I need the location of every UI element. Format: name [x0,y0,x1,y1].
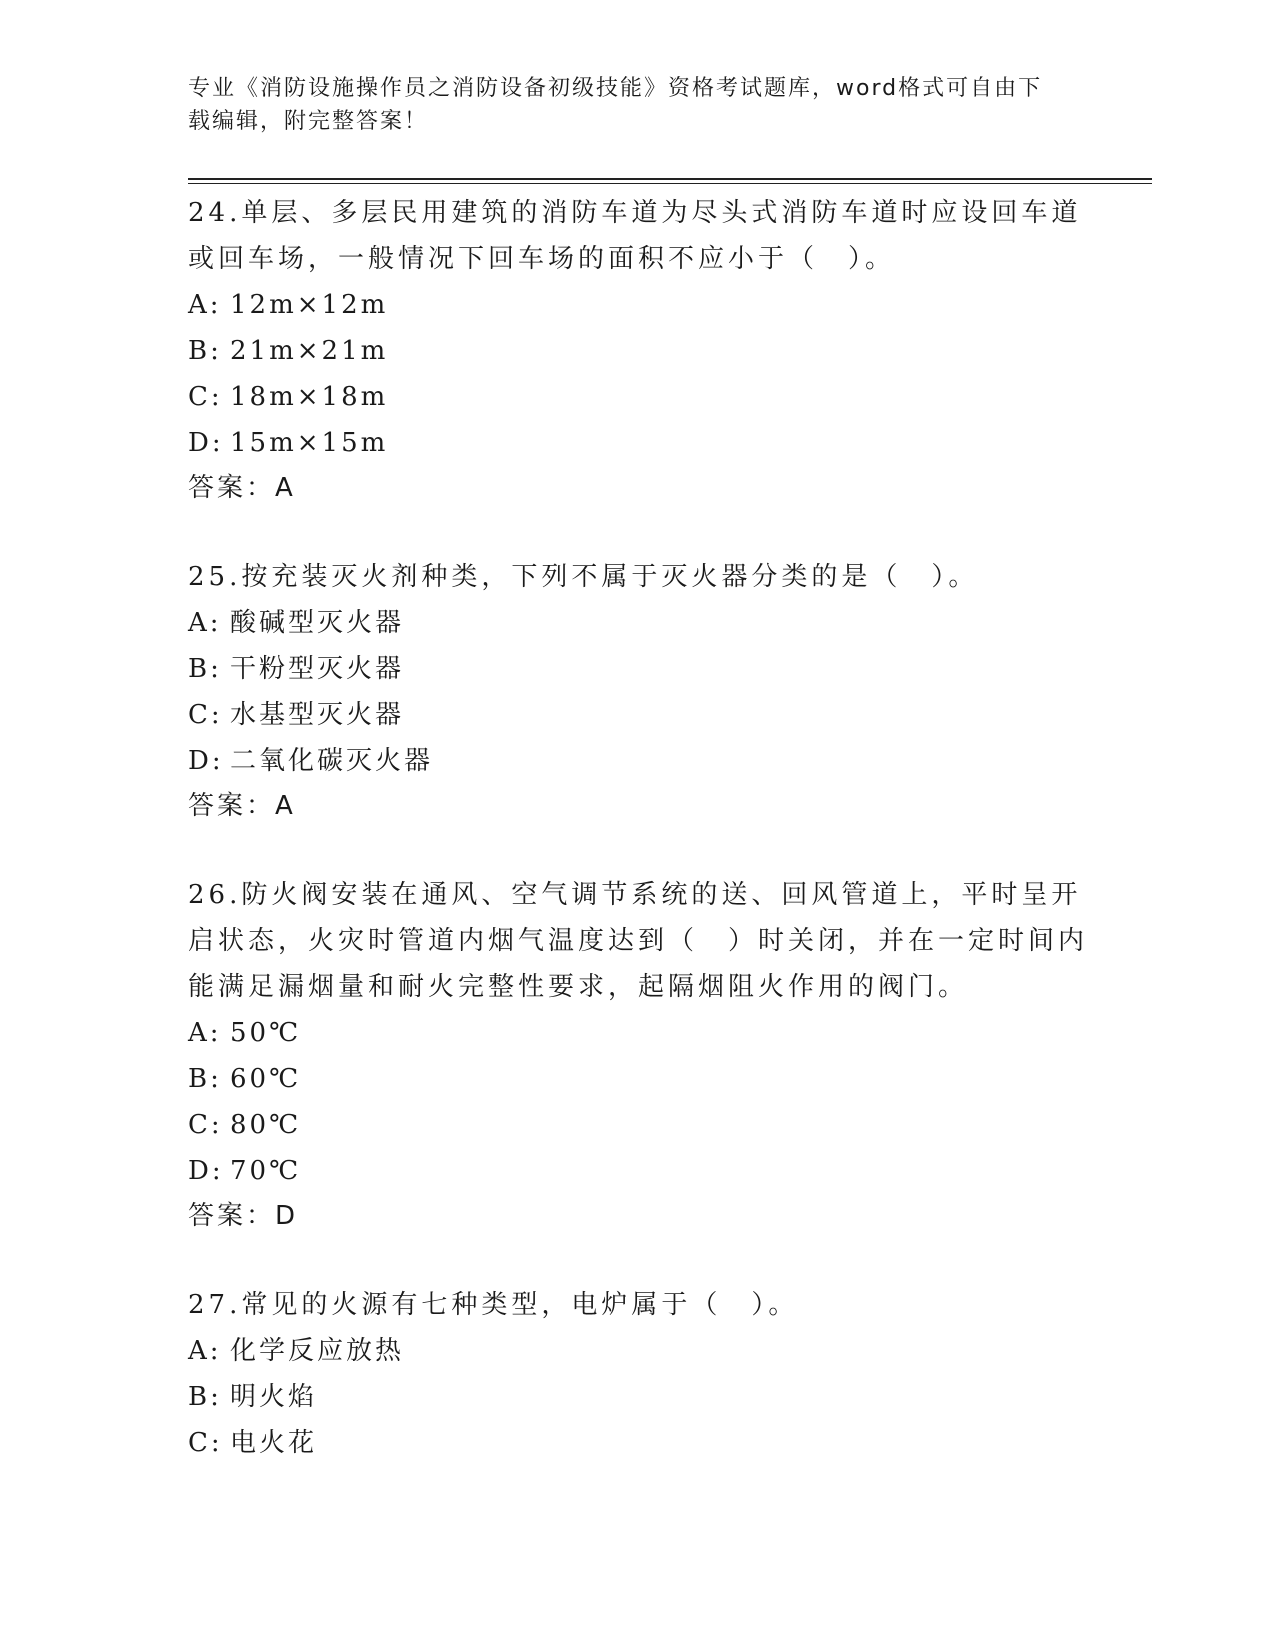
option-d [188,738,1088,784]
option-c [188,1102,1088,1148]
question-text: 25.按充装灭火剂种类，下列不属于灭火器分类的是（ ）。 [188,562,979,592]
option-text: 酸碱型灭火器 [230,608,405,638]
option-letter: A: [188,608,222,638]
option-letter: A: [188,1336,222,1366]
option-letter: A: [188,1018,222,1048]
option-text: 明火焰 [230,1382,318,1412]
option-text: 干粉型灭火器 [230,654,405,684]
header-line-1: 专业《消防设施操作员之消防设备初级技能》资格考试题库，word格式可自由下 [188,76,1043,101]
question-25 [188,554,1088,828]
option-letter: B: [188,1382,222,1412]
option-letter: C: [188,700,223,730]
question-text: 27.常见的火源有七种类型，电炉属于（ ）。 [188,1290,799,1320]
option-text: 18m×18m [230,382,389,412]
option-b [188,328,1088,374]
option-a [188,1010,1088,1056]
option-letter: D: [188,1156,224,1186]
option-text: 15m×15m [230,428,389,458]
option-a [188,1328,1088,1374]
option-letter: D: [188,428,224,458]
question-26 [188,872,1088,1238]
question-27 [188,1282,1088,1466]
option-text: 80℃ [230,1110,302,1140]
option-a [188,600,1088,646]
document-header [188,72,1068,138]
option-b [188,1056,1088,1102]
option-letter: C: [188,1428,223,1458]
option-text: 50℃ [230,1018,302,1048]
option-c [188,1420,1088,1466]
option-letter: C: [188,382,223,412]
option-text: 70℃ [230,1156,302,1186]
option-letter: D: [188,746,224,776]
option-a [188,282,1088,328]
answer: 答案：A [188,473,296,503]
option-c [188,692,1088,738]
option-letter: B: [188,1064,222,1094]
option-text: 电火花 [230,1428,318,1458]
option-letter: A: [188,290,222,320]
question-text: 26.防火阀安装在通风、空气调节系统的送、回风管道上，平时呈开启状态，火灾时管道内烟气温度达到（ ）时关闭，并在一定时间内能满足漏烟量和耐火完整性要求，起隔烟阻火作用的阀门。 [188,880,1089,1002]
option-d [188,420,1088,466]
option-text: 12m×12m [230,290,389,320]
option-c [188,374,1088,420]
question-list [188,190,1088,1510]
answer: 答案：D [188,1201,299,1231]
option-text: 化学反应放热 [230,1336,405,1366]
option-b [188,646,1088,692]
option-text: 60℃ [230,1064,302,1094]
question-text: 24.单层、多层民用建筑的消防车道为尽头式消防车道时应设回车道或回车场，一般情况下回车场的面积不应小于（ ）。 [188,198,1082,274]
option-letter: B: [188,336,222,366]
option-letter: C: [188,1110,223,1140]
header-divider-thin [188,183,1152,184]
answer: 答案：A [188,791,296,821]
option-text: 21m×21m [230,336,389,366]
option-text: 二氧化碳灭火器 [230,746,434,776]
header-divider-thick [188,178,1152,180]
header-line-2: 载编辑，附完整答案！ [188,109,429,134]
option-letter: B: [188,654,222,684]
option-d [188,1148,1088,1194]
option-b [188,1374,1088,1420]
question-24 [188,190,1088,510]
option-text: 水基型灭火器 [230,700,405,730]
